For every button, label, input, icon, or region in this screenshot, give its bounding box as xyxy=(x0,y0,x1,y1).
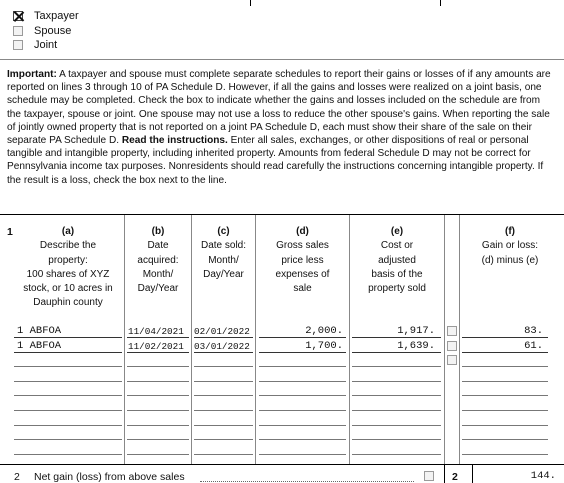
entry-line xyxy=(127,410,189,411)
row-2-gross-sales[interactable]: 1,700. xyxy=(305,340,343,352)
entry-line xyxy=(194,337,253,338)
entry-line xyxy=(462,352,548,353)
column-b-line-4: Day/Year xyxy=(137,283,179,295)
entry-line xyxy=(194,439,253,440)
entry-line xyxy=(127,439,189,440)
entry-line xyxy=(127,395,189,396)
row-2-date-acquired[interactable]: 11/02/2021 xyxy=(128,341,184,352)
entry-line xyxy=(259,352,346,353)
entry-line xyxy=(462,395,548,396)
row-2-gain-loss[interactable]: 61. xyxy=(524,340,543,352)
line-2-box-number: 2 xyxy=(452,471,458,483)
row-2-description[interactable]: 1 ABFOA xyxy=(17,340,62,352)
entry-line xyxy=(194,425,253,426)
line-2-value[interactable]: 144. xyxy=(530,470,556,482)
entry-line xyxy=(259,425,346,426)
column-header-d xyxy=(256,225,349,296)
entry-line xyxy=(352,352,441,353)
column-e-line-2: adjusted xyxy=(378,254,416,266)
entry-line xyxy=(14,395,122,396)
entry-line xyxy=(194,352,253,353)
entry-line xyxy=(352,454,441,455)
column-b-line-3: Month/ xyxy=(142,268,174,280)
column-e-line-3: basis of the xyxy=(371,268,423,280)
important-label: Important: xyxy=(7,69,57,80)
entry-line xyxy=(14,410,122,411)
row-1-date-acquired[interactable]: 11/04/2021 xyxy=(128,326,184,337)
column-a-letter: (a) xyxy=(61,226,75,237)
column-e-line-1: Cost or xyxy=(380,240,414,252)
entry-line xyxy=(127,454,189,455)
spouse-label: Spouse xyxy=(34,25,72,37)
column-a-line-2: property: xyxy=(48,254,88,266)
line-2-box-divider xyxy=(444,465,445,483)
entry-line xyxy=(462,439,548,440)
line-2-loss-checkbox[interactable] xyxy=(424,471,434,481)
row-3-loss-checkbox[interactable] xyxy=(447,355,457,365)
line-2-label: Net gain (loss) from above sales xyxy=(34,471,185,483)
spouse-checkbox[interactable] xyxy=(13,26,23,36)
entry-line xyxy=(127,381,189,382)
entry-line xyxy=(194,395,253,396)
entry-line xyxy=(462,454,548,455)
entry-line xyxy=(352,439,441,440)
column-d-line-1: Gross sales xyxy=(276,240,329,252)
entry-line xyxy=(127,425,189,426)
table-bottom-border xyxy=(0,464,564,465)
table-top-border xyxy=(0,214,564,215)
entry-line xyxy=(259,395,346,396)
row-2-loss-checkbox[interactable] xyxy=(447,341,457,351)
row-1-gross-sales[interactable]: 2,000. xyxy=(305,325,343,337)
section-divider xyxy=(0,59,564,60)
column-f-line-1: Gain or loss: xyxy=(481,240,539,252)
column-a-line-5: Dauphin county xyxy=(33,297,103,309)
line-1-number: 1 xyxy=(7,226,13,238)
column-a-line-3: 100 shares of XYZ xyxy=(26,268,110,280)
column-header-a xyxy=(14,225,122,311)
important-instructions xyxy=(7,68,555,187)
column-a-line-4: stock, or 10 acres in xyxy=(23,283,113,295)
entry-line xyxy=(14,352,122,353)
joint-label: Joint xyxy=(34,39,58,51)
entry-line xyxy=(259,439,346,440)
top-divider xyxy=(250,0,251,6)
read-instructions-text: Read the instructions. xyxy=(121,135,228,147)
entry-line xyxy=(352,410,441,411)
line-2-number: 2 xyxy=(14,471,20,483)
joint-checkbox[interactable] xyxy=(13,40,23,50)
line-2-value-divider xyxy=(472,465,473,483)
row-1-cost-basis[interactable]: 1,917. xyxy=(397,325,435,337)
column-e-letter: (e) xyxy=(390,226,404,237)
entry-line xyxy=(259,381,346,382)
entry-line xyxy=(462,337,548,338)
entry-line xyxy=(462,366,548,367)
column-a-line-1: Describe the xyxy=(39,240,97,252)
column-header-c xyxy=(192,225,255,282)
entry-line xyxy=(259,337,346,338)
entry-line xyxy=(259,410,346,411)
entry-line xyxy=(462,381,548,382)
entry-line xyxy=(352,381,441,382)
entry-line xyxy=(14,454,122,455)
entry-line xyxy=(194,366,253,367)
column-f-letter: (f) xyxy=(505,226,515,237)
entry-line xyxy=(14,366,122,367)
entry-line xyxy=(194,381,253,382)
column-b-letter: (b) xyxy=(151,226,165,237)
entry-line xyxy=(127,352,189,353)
entry-line xyxy=(259,366,346,367)
entry-line xyxy=(352,425,441,426)
entry-line xyxy=(127,337,189,338)
column-c-line-3: Day/Year xyxy=(203,268,244,280)
entry-line xyxy=(462,410,548,411)
column-b-line-2: acquired: xyxy=(137,254,179,266)
taxpayer-checkbox[interactable] xyxy=(13,11,23,21)
column-e-line-4: property sold xyxy=(368,283,426,295)
column-d-line-3: expenses of xyxy=(275,268,330,280)
row-2-date-sold[interactable]: 03/01/2022 xyxy=(194,341,250,352)
taxpayer-label: Taxpayer xyxy=(34,10,79,22)
column-f-line-2: (d) minus (e) xyxy=(481,254,539,266)
entry-line xyxy=(194,410,253,411)
entry-line xyxy=(352,337,441,338)
entry-line xyxy=(259,454,346,455)
entry-line xyxy=(462,425,548,426)
column-b-line-1: Date xyxy=(147,240,169,252)
leader-dots xyxy=(200,481,414,482)
col-divider-check xyxy=(444,215,445,465)
column-header-b xyxy=(125,225,191,296)
column-c-line-2: Month/ xyxy=(208,254,239,266)
important-text-1: A taxpayer and spouse must complete separate schedules to report their gains or losses of if any amounts are reported on lines 3 through 10 of PA Schedule D. However, if all the gains and losses were realized on a joint basis, one schedule may be completed. Check the box to indicate whether the gains and losses included on the schedule are from the taxpayer, spouse or joint. One spouse may not use a loss to reduce the other spouse's gains. When reporting the sale of jointly owned property that is not reported on a joint PA Schedule D, each must show their share of the sale on their separate PA Schedule D. xyxy=(7,69,551,147)
entry-line xyxy=(14,337,122,338)
column-c-letter: (c) xyxy=(217,226,230,237)
entry-line xyxy=(14,439,122,440)
entry-line xyxy=(352,366,441,367)
entry-line xyxy=(352,395,441,396)
row-1-loss-checkbox[interactable] xyxy=(447,326,457,336)
entry-line xyxy=(194,454,253,455)
entry-line xyxy=(14,425,122,426)
important-text-2: Enter all sales, exchanges, or other dispositions of real or personal tangible and intangible property, including inherited property. Amounts from federal Schedule D may not be correct for Pennsylvania income tax purposes. Nonresidents should read carefully the instructions concerning intangible property. If the result is a loss, check the box next to the line. xyxy=(7,135,544,186)
row-1-description[interactable]: 1 ABFOA xyxy=(17,325,62,337)
row-1-date-sold[interactable]: 02/01/2022 xyxy=(194,326,250,337)
column-d-line-4: sale xyxy=(293,283,312,295)
column-header-e xyxy=(350,225,444,296)
row-1-gain-loss[interactable]: 83. xyxy=(524,325,543,337)
row-2-cost-basis[interactable]: 1,639. xyxy=(397,340,435,352)
entry-line xyxy=(14,381,122,382)
column-c-line-1: Date sold: xyxy=(200,240,247,252)
column-d-letter: (d) xyxy=(296,226,309,237)
column-d-line-2: price less xyxy=(281,254,324,266)
entry-line xyxy=(127,366,189,367)
column-header-f xyxy=(460,225,560,268)
top-divider-right xyxy=(440,0,441,6)
